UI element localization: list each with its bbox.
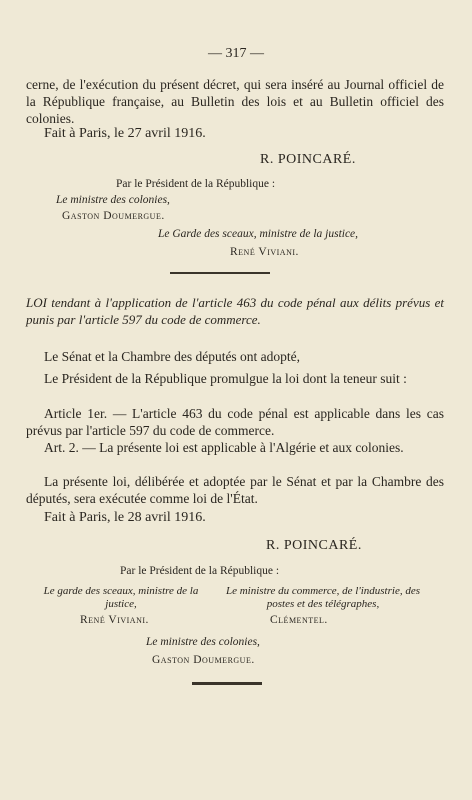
law-commerce-name: Clémentel.	[270, 614, 328, 626]
decree-minister-colonies-name: Gaston Doumergue.	[62, 210, 165, 222]
decree-by-president: Par le Président de la République :	[116, 178, 276, 190]
section-divider	[170, 272, 270, 274]
law-done-at: Fait à Paris, le 28 avril 1916.	[44, 510, 206, 525]
law-title: LOI tendant à l'application de l'article 463 du code pénal aux délits prévus et punis par l'article 597 du code de commerce.	[26, 295, 444, 327]
law-keeper-seals-name: René Viviani.	[80, 614, 149, 626]
law-article-2: Art. 2. — La présente loi est applicable à l'Algérie et aux colonies.	[44, 440, 404, 455]
law-colonies-name: Gaston Doumergue.	[152, 654, 255, 666]
law-keeper-seals-title: Le garde des sceaux, ministre de la justice,	[43, 585, 199, 610]
law-closing: La présente loi, délibérée et adoptée par le Sénat et par la Chambre des députés, sera exécutée comme loi de l'État.	[26, 474, 444, 506]
end-divider	[192, 682, 262, 685]
decree-done-at: Fait à Paris, le 27 avril 1916.	[44, 126, 206, 141]
decree-keeper-seals-title: Le Garde des sceaux, ministre de la justice,	[158, 228, 359, 240]
decree-minister-colonies-title: Le ministre des colonies,	[56, 194, 170, 206]
law-signatory: R. POINCARÉ.	[266, 538, 362, 553]
decree-continuation: cerne, de l'exécution du présent décret, qui sera inséré au Journal officiel de la République française, au Bulletin des lois et au Bulletin officiel des colonies.	[26, 77, 444, 126]
decree-signatory: R. POINCARÉ.	[260, 152, 356, 167]
page-number: — 317 —	[208, 46, 264, 61]
law-president: Le Président de la République promulgue la loi dont la teneur suit :	[44, 371, 407, 386]
law-colonies-title: Le ministre des colonies,	[146, 636, 260, 648]
law-article-1: Article 1er. — L'article 463 du code pénal est applicable dans les cas prévus par l'article 597 du code de commerce.	[26, 406, 444, 438]
law-by-president: Par le Président de la République :	[120, 565, 280, 577]
decree-keeper-seals-name: René Viviani.	[230, 246, 299, 258]
law-commerce-title: Le ministre du commerce, de l'industrie, des postes et des télégraphes,	[225, 585, 420, 610]
law-senate: Le Sénat et la Chambre des députés ont adopté,	[44, 349, 301, 364]
